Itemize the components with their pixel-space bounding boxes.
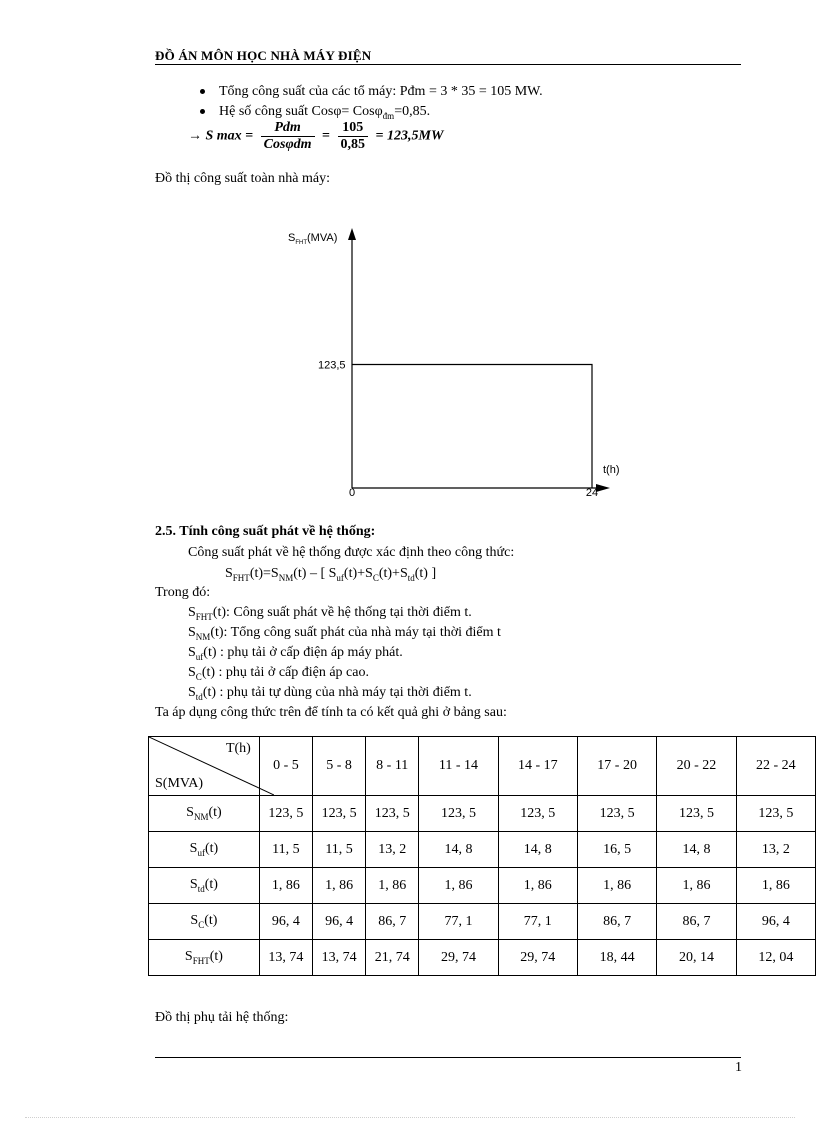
table-cell: 123, 5 xyxy=(419,796,498,832)
x-axis-label: t(h) xyxy=(603,464,620,476)
fraction-denominator: Cosφdm xyxy=(263,137,312,152)
column-header: 5 - 8 xyxy=(313,737,366,796)
table-row xyxy=(149,940,816,976)
footer-rule xyxy=(155,1057,741,1058)
table-corner-cell xyxy=(149,737,260,796)
table-header-row xyxy=(149,737,816,796)
chart-intro: Đồ thị công suất toàn nhà máy: xyxy=(155,171,330,186)
table-cell: 96, 4 xyxy=(259,904,312,940)
corner-top-label: T(h) xyxy=(225,741,251,756)
bullet-dot-icon xyxy=(200,89,205,94)
bullet-text: Hệ số công suất Cosφ= Cosφ$_{đm}$=0,85. xyxy=(219,104,431,121)
bullet-text: Tổng công suất của các tổ máy: Pđm = 3 * 35 = 105 MW. xyxy=(219,84,543,99)
table-cell: 29, 74 xyxy=(419,940,498,976)
table-cell: 1, 86 xyxy=(419,868,498,904)
y-axis-arrow-icon xyxy=(348,228,356,240)
column-header: 17 - 20 xyxy=(577,737,656,796)
corner-bottom-label: S(MVA) xyxy=(155,776,203,791)
table-cell: 20, 14 xyxy=(657,940,736,976)
fraction-numeric xyxy=(338,120,369,153)
table-cell: 123, 5 xyxy=(313,796,366,832)
formula-result: = 123,5MW xyxy=(375,128,444,144)
table-cell: 86, 7 xyxy=(366,904,419,940)
definition-item: $S_C(t)$ : phụ tải ở cấp điện áp cao. xyxy=(188,665,369,682)
row-label: $S_{FHT}(t)$ xyxy=(149,940,260,976)
y-tick-label: 123,5 xyxy=(318,359,346,372)
table-cell: 12, 04 xyxy=(736,940,815,976)
table-cell: 77, 1 xyxy=(498,904,577,940)
bullet-dot-icon xyxy=(200,109,205,114)
table-cell: 96, 4 xyxy=(313,904,366,940)
x-tick-label: 0 xyxy=(348,487,356,499)
equals-sign: = xyxy=(322,128,331,144)
table-cell: 1, 86 xyxy=(366,868,419,904)
column-header: 0 - 5 xyxy=(259,737,312,796)
section-intro: Công suất phát về hệ thống được xác định theo công thức: xyxy=(188,545,515,560)
row-label: $S_{NM}(t)$ xyxy=(149,796,260,832)
table-cell: 1, 86 xyxy=(657,868,736,904)
table-cell: 11, 5 xyxy=(259,832,312,868)
table-cell: 123, 5 xyxy=(259,796,312,832)
bullet-total-power xyxy=(200,84,543,100)
fraction-numerator: 105 xyxy=(338,120,369,137)
column-header: 14 - 17 xyxy=(498,737,577,796)
formula-lhs: S max xyxy=(205,128,242,144)
column-header: 22 - 24 xyxy=(736,737,815,796)
table-cell: 29, 74 xyxy=(498,940,577,976)
row-label: $S_C(t)$ xyxy=(149,904,260,940)
power-step-line xyxy=(352,365,592,489)
plant-power-chart xyxy=(270,220,650,510)
table-intro: Ta áp dụng công thức trên để tính ta có kết quả ghi ở bảng sau: xyxy=(155,705,507,720)
table-cell: 77, 1 xyxy=(419,904,498,940)
outro-text: Đồ thị phụ tải hệ thống: xyxy=(155,1010,289,1025)
where-label: Trong đó: xyxy=(155,585,211,600)
table-cell: 123, 5 xyxy=(498,796,577,832)
table-cell: 123, 5 xyxy=(366,796,419,832)
fht-equation: $S_{FHT}(t)=S_{NM}(t)$ – [ $S_{uf}(t)+S_C(t)+S_{td}(t)$ ] xyxy=(225,566,437,583)
table-cell: 14, 8 xyxy=(419,832,498,868)
definition-item: $S_{uf}(t)$ : phụ tải ở cấp điện áp máy phát. xyxy=(188,645,403,662)
column-header: 20 - 22 xyxy=(657,737,736,796)
fraction-symbolic xyxy=(261,120,315,153)
equals-sign: = xyxy=(245,128,254,144)
table-cell: 21, 74 xyxy=(366,940,419,976)
table-cell: 14, 8 xyxy=(657,832,736,868)
table-cell: 123, 5 xyxy=(577,796,656,832)
table-cell: 96, 4 xyxy=(736,904,815,940)
page-number: 1 xyxy=(735,1060,742,1075)
table-cell: 1, 86 xyxy=(313,868,366,904)
table-cell: 11, 5 xyxy=(313,832,366,868)
page-header-title: ĐỒ ÁN MÔN HỌC NHÀ MÁY ĐIỆN xyxy=(155,48,372,63)
definition-item: $S_{NM}(t)$: Tổng công suất phát của nhà máy tại thời điểm t xyxy=(188,625,501,642)
bullet-power-factor xyxy=(200,104,430,121)
arrow-icon: → xyxy=(188,128,202,144)
smax-formula xyxy=(188,120,443,164)
table-cell: 13, 74 xyxy=(313,940,366,976)
table-cell: 1, 86 xyxy=(736,868,815,904)
definition-item: $S_{FHT}(t)$: Công suất phát về hệ thống tại thời điểm t. xyxy=(188,605,472,622)
page-bottom-border xyxy=(25,1117,795,1118)
table-row xyxy=(149,868,816,904)
x-tick-label: 24 xyxy=(585,487,599,499)
table-cell: 1, 86 xyxy=(259,868,312,904)
table-row xyxy=(149,904,816,940)
y-axis-label: $S_{FHT}(MVA)$ xyxy=(288,232,338,246)
table-cell: 1, 86 xyxy=(577,868,656,904)
table-cell: 86, 7 xyxy=(577,904,656,940)
row-label: $S_{td}(t)$ xyxy=(149,868,260,904)
table-cell: 1, 86 xyxy=(498,868,577,904)
table-row xyxy=(149,796,816,832)
section-title: 2.5. Tính công suất phát về hệ thống: xyxy=(155,524,376,539)
results-table xyxy=(148,736,816,976)
column-header: 8 - 11 xyxy=(366,737,419,796)
row-label: $S_{uf}(t)$ xyxy=(149,832,260,868)
header-rule xyxy=(155,64,741,65)
table-cell: 86, 7 xyxy=(657,904,736,940)
table-cell: 13, 74 xyxy=(259,940,312,976)
table-cell: 14, 8 xyxy=(498,832,577,868)
table-cell: 123, 5 xyxy=(657,796,736,832)
table-cell: 16, 5 xyxy=(577,832,656,868)
table-cell: 13, 2 xyxy=(736,832,815,868)
table-cell: 13, 2 xyxy=(366,832,419,868)
table-row xyxy=(149,832,816,868)
table-cell: 18, 44 xyxy=(577,940,656,976)
fraction-numerator: Pdm xyxy=(261,120,315,137)
column-header: 11 - 14 xyxy=(419,737,498,796)
table-cell: 123, 5 xyxy=(736,796,815,832)
definition-item: $S_{td}(t)$ : phụ tải tự dùng của nhà máy tại thời điểm t. xyxy=(188,685,472,702)
fraction-denominator: 0,85 xyxy=(340,137,366,152)
